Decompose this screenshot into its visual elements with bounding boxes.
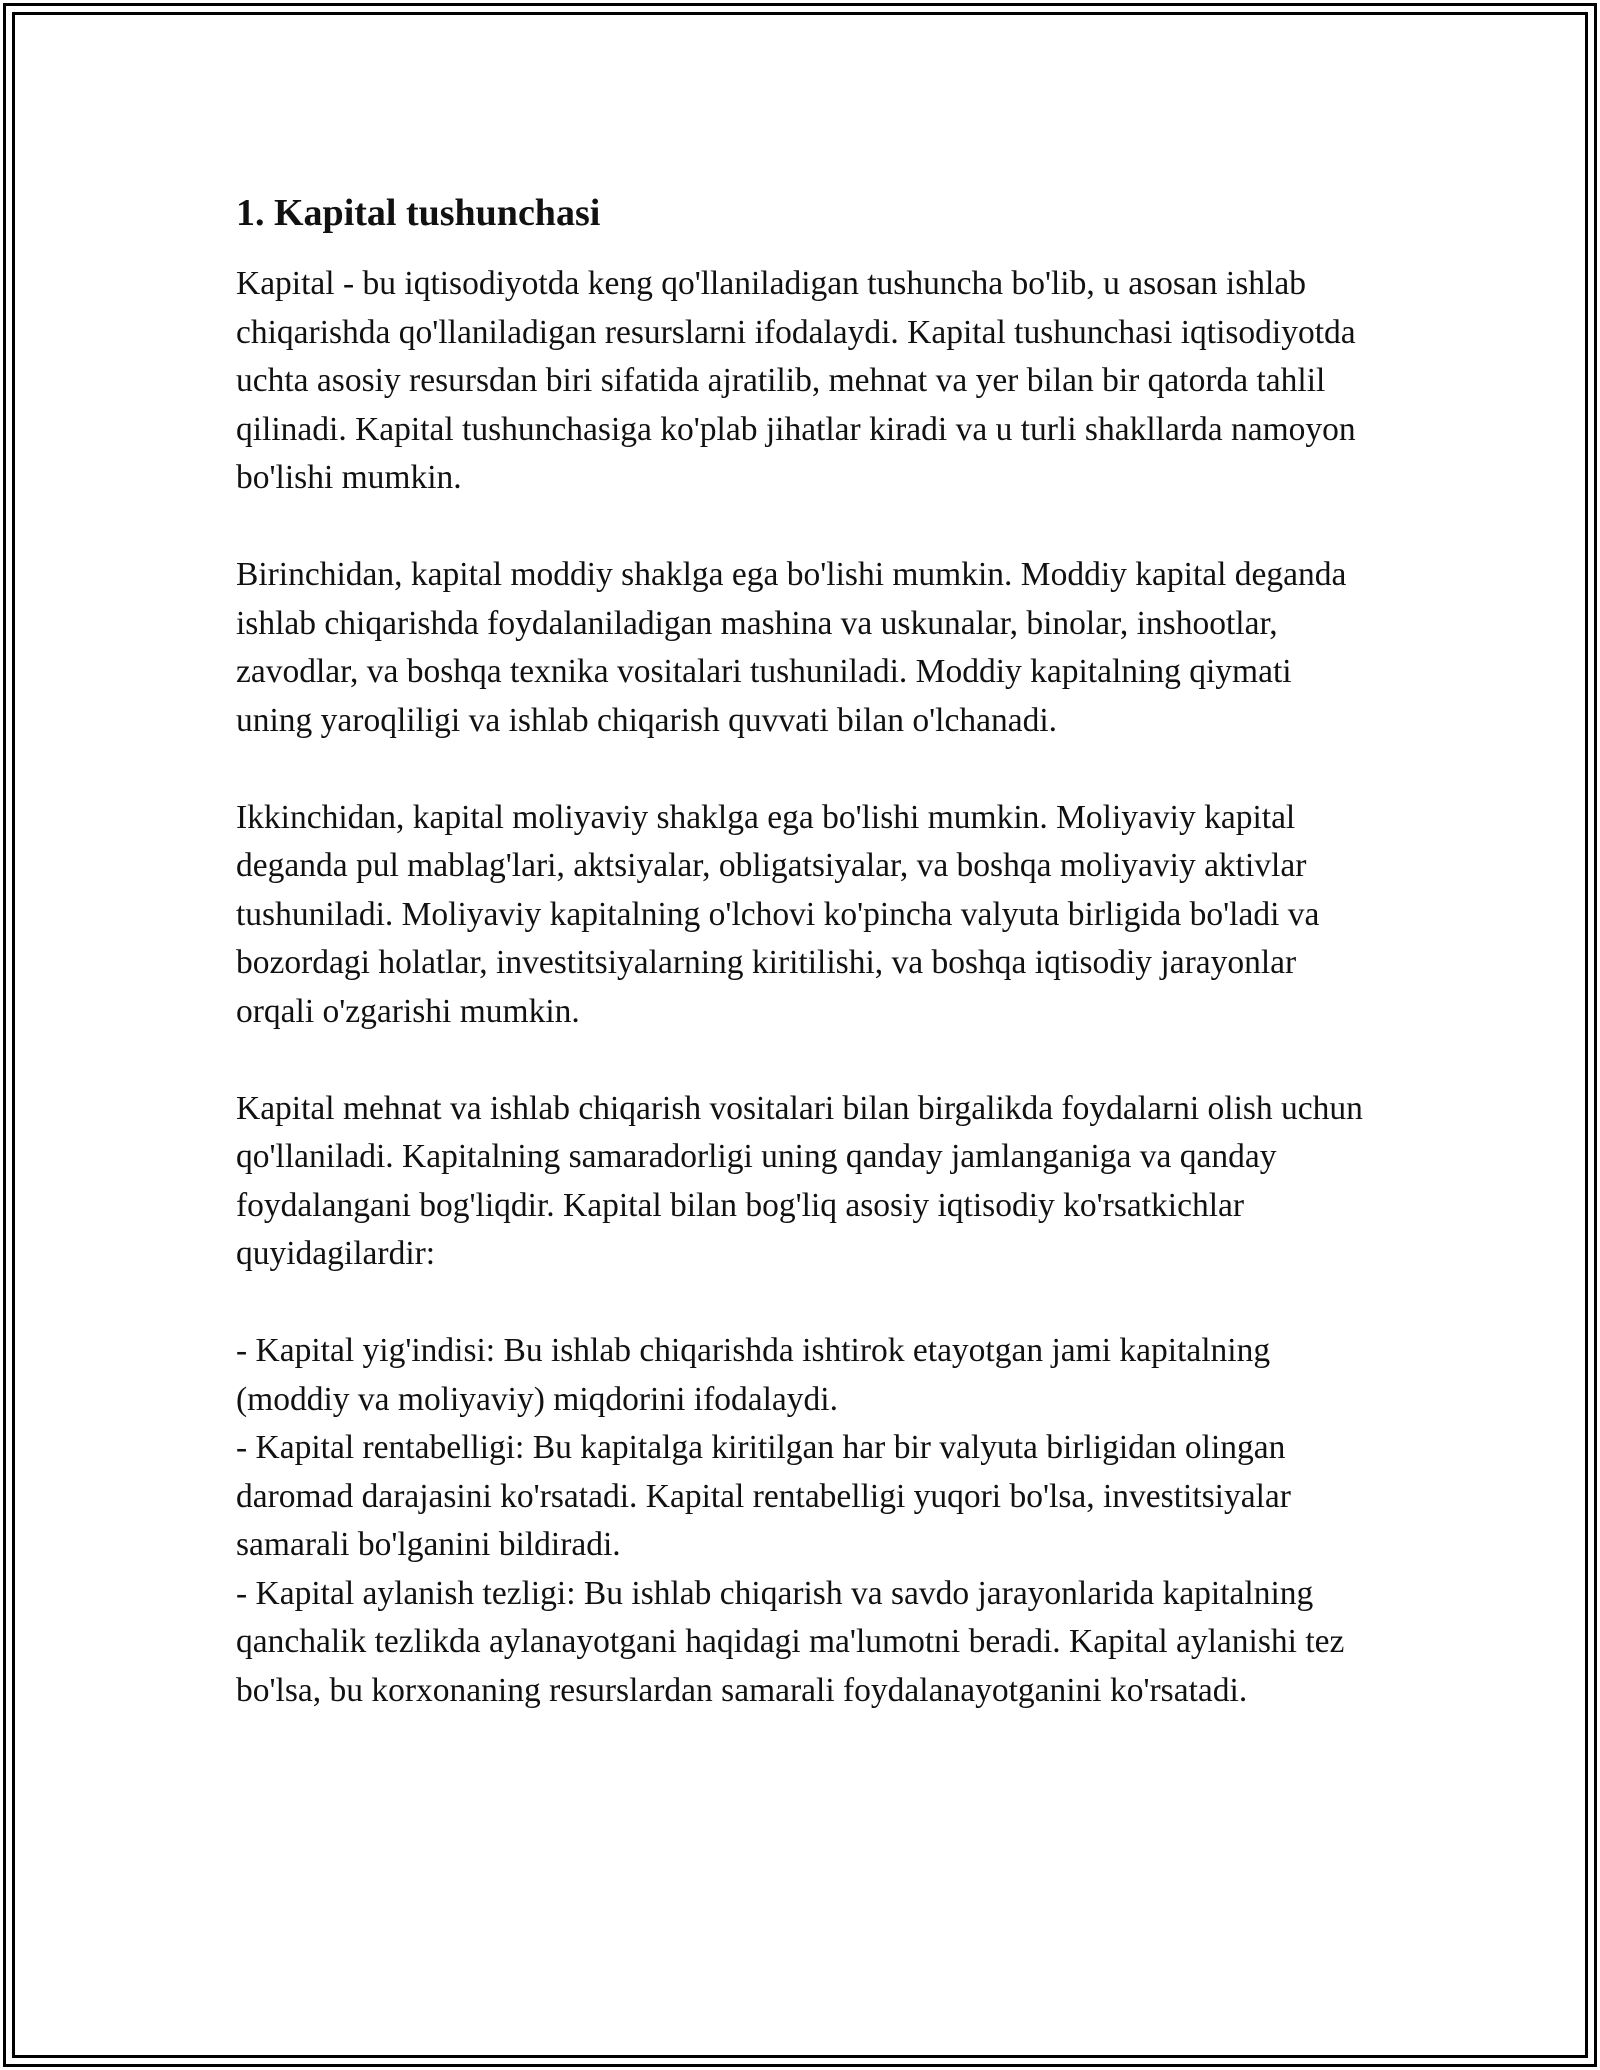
list-item: - Kapital yig'indisi: Bu ishlab chiqarishda ishtirok etayotgan jami kapitalning (moddiy va moliyaviy) miqdorini ifodalaydi.: [236, 1332, 1271, 1418]
paragraph-intro: Kapital - bu iqtisodiyotda keng qo'llaniladigan tushuncha bo'lib, u asosan ishlab chiqarishda qo'llaniladigan resurslarni ifodalaydi. Kapital tushunchasi iqtisodiyotda uchta asosiy resursdan biri sifatida ajratilib, mehnat va yer bilan bir qatorda tahlil qilinadi. Kapital tushunchasiga ko'plab jihatlar kiradi va u turli shakllarda namoyon bo'lishi mumkin.: [236, 265, 1356, 496]
paragraph-indicators-intro: Kapital mehnat va ishlab chiqarish vositalari bilan birgalikda foydalarni olish uchun qo'llaniladi. Kapitalning samaradorligi uning qanday jamlanganiga va qanday foydalangani bog'liqdir. Kapital bilan bog'liq asosiy iqtisodiy ko'rsatkichlar quyidagilardir:: [236, 1089, 1363, 1272]
list-item: - Kapital rentabelligi: Bu kapitalga kiritilgan har bir valyuta birligidan olingan daromad darajasini ko'rsatadi. Kapital rentabelligi yuqori bo'lsa, investitsiyalar samarali bo'lganini bildiradi.: [236, 1429, 1291, 1563]
document-body: [236, 188, 1376, 1715]
indicators-list: [236, 1327, 1376, 1715]
list-item: - Kapital aylanish tezligi: Bu ishlab chiqarish va savdo jarayonlarida kapitalning qanchalik tezlikda aylanayotgani haqidagi ma'lumotni beradi. Kapital aylanishi tez bo'lsa, bu korxonaning resurslardan samarali foydalanayotganini ko'rsatadi.: [236, 1574, 1345, 1709]
paragraph-material-capital: Birinchidan, kapital moddiy shaklga ega bo'lishi mumkin. Moddiy kapital deganda ishlab chiqarishda foydalaniladigan mashina va uskunalar, binolar, inshootlar, zavodlar, va boshqa texnika vositalari tushuniladi. Moddiy kapitalning qiymati uning yaroqliligi va ishlab chiqarish quvvati bilan o'lchanadi.: [236, 556, 1347, 739]
paragraph-financial-capital: Ikkinchidan, kapital moliyaviy shaklga ega bo'lishi mumkin. Moliyaviy kapital deganda pul mablag'lari, aktsiyalar, obligatsiyalar, va boshqa moliyaviy aktivlar tushuniladi. Moliyaviy kapitalning o'lchovi ko'pincha valyuta birligida bo'ladi va bozordagi holatlar, investitsiyalarning kiritilishi, va boshqa iqtisodiy jarayonlar orqali o'zgarishi mumkin.: [236, 798, 1320, 1030]
section-heading: 1. Kapital tushunchasi: [236, 192, 601, 234]
